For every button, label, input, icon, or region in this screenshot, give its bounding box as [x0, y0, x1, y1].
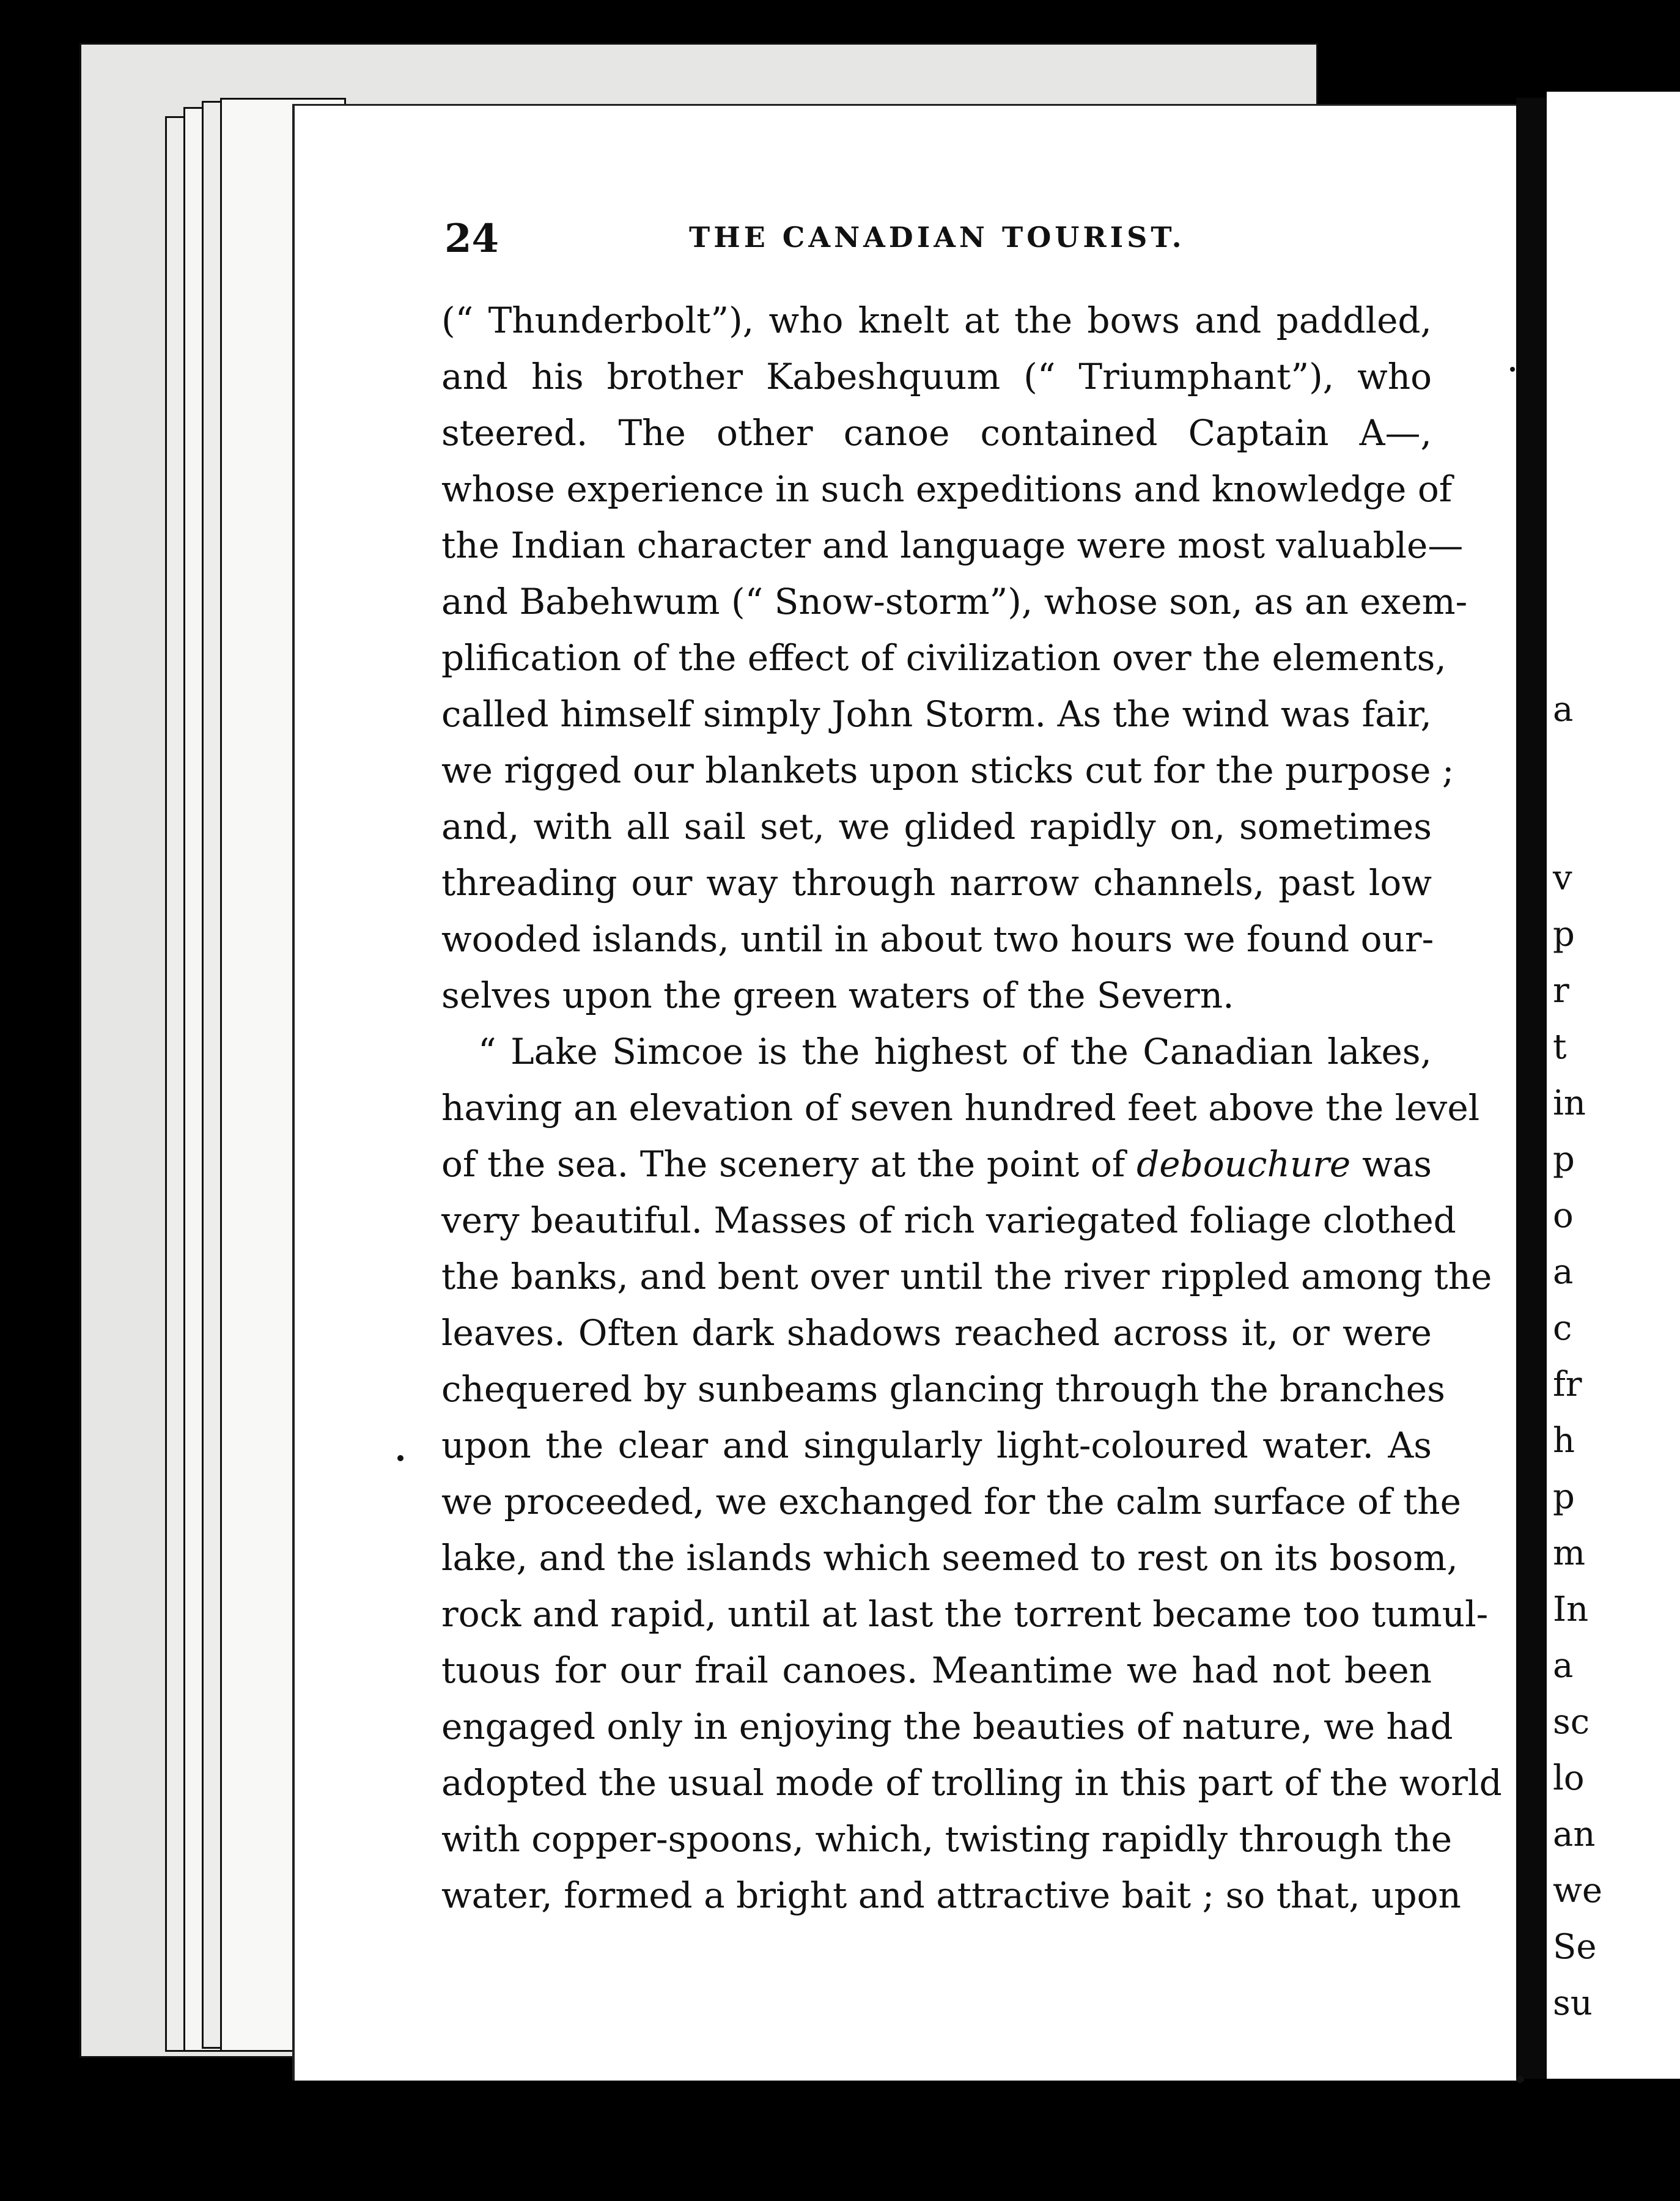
facing-fragment: h: [1553, 1421, 1575, 1461]
text-line: rock and rapid, until at last the torrent became too tumul-: [441, 1593, 1489, 1635]
text-line: the banks, and bent over until the river rippled among the: [441, 1256, 1492, 1297]
text-segment: of the sea. The scenery at the point of: [441, 1143, 1126, 1185]
text-line: adopted the usual mode of trolling in this part of the world: [441, 1762, 1502, 1804]
text-line: selves upon the green waters of the Severn.: [441, 975, 1234, 1016]
italic-word: debouchure: [1137, 1143, 1351, 1185]
scan-speck: [397, 1455, 403, 1461]
text-line: wooded islands, until in about two hours we found our-: [441, 918, 1434, 960]
facing-fragment: an: [1553, 1815, 1596, 1854]
text-line: lake, and the islands which seemed to rest on its bosom,: [441, 1537, 1458, 1579]
facing-fragment: su: [1553, 1983, 1593, 2023]
text-line: we rigged our blankets upon sticks cut for the purpose ;: [441, 750, 1454, 791]
text-line-with-italic: [441, 1136, 1432, 1192]
text-line: plification of the effect of civilization over the elements,: [441, 637, 1446, 679]
facing-fragment: [1553, 794, 1602, 850]
text-line: very beautiful. Masses of rich variegated foliage clothed: [441, 1200, 1456, 1241]
text-line: having an elevation of seven hundred feet above the level: [441, 1087, 1480, 1129]
book-spine-shadow: [1516, 98, 1547, 2079]
facing-fragment: in: [1553, 1083, 1586, 1123]
facing-fragment: t: [1553, 1027, 1567, 1067]
text-line: (“ Thunderbolt”), who knelt at the bows and paddled,: [441, 300, 1432, 341]
text-line: with copper-spoons, which, twisting rapidly through the: [441, 1818, 1453, 1860]
running-head: [444, 216, 1484, 271]
facing-fragment: Se: [1553, 1927, 1597, 1967]
text-line: we proceeded, we exchanged for the calm surface of the: [441, 1481, 1461, 1522]
book-page: [292, 104, 1523, 2081]
facing-fragment: c: [1553, 1308, 1572, 1348]
facing-page-text: [1553, 682, 1602, 2032]
facing-fragment: a: [1553, 1646, 1574, 1686]
text-line: steered. The other canoe contained Captain A—,: [441, 412, 1432, 454]
text-line: and Babehwum (“ Snow-storm”), whose son, as an exem-: [441, 581, 1468, 622]
text-line: chequered by sunbeams glancing through the branches: [441, 1368, 1445, 1410]
facing-fragment: fr: [1553, 1365, 1582, 1404]
facing-fragment: p: [1553, 1140, 1575, 1179]
facing-fragment: v: [1553, 858, 1572, 898]
text-line: whose experience in such expeditions and knowledge of: [441, 468, 1453, 510]
facing-fragment: p: [1553, 915, 1575, 954]
facing-fragment: lo: [1553, 1758, 1585, 1798]
text-line: and his brother Kabeshquum (“ Triumphant”), who: [441, 356, 1432, 397]
text-line: water, formed a bright and attractive bait ; so that, upon: [441, 1875, 1461, 1916]
facing-page: [1547, 92, 1680, 2079]
facing-fragment: [1553, 738, 1602, 794]
text-line: upon the clear and singularly light-coloured water. As: [441, 1425, 1432, 1466]
facing-fragment: p: [1553, 1477, 1575, 1517]
text-line: “ Lake Simcoe is the highest of the Canadian lakes,: [478, 1031, 1432, 1072]
text-line: the Indian character and language were most valuable—: [441, 525, 1464, 566]
facing-fragment: In: [1553, 1590, 1589, 1629]
scan-speck: [1516, 2076, 1523, 2083]
facing-fragment: we: [1553, 1871, 1603, 1911]
facing-fragment: a: [1553, 1252, 1574, 1292]
body-text: [441, 292, 1502, 1923]
facing-fragment: r: [1553, 971, 1569, 1011]
text-line: leaves. Often dark shadows reached across it, or were: [441, 1312, 1432, 1354]
text-line: tuous for our frail canoes. Meantime we had not been: [441, 1650, 1432, 1691]
facing-fragment: a: [1553, 690, 1574, 729]
text-segment: was: [1362, 1143, 1432, 1185]
facing-fragment: o: [1553, 1196, 1574, 1236]
facing-fragment: sc: [1553, 1702, 1590, 1742]
running-title: THE CANADIAN TOURIST.: [689, 221, 1185, 254]
facing-fragment: m: [1553, 1533, 1586, 1573]
page-number: 24: [444, 216, 499, 262]
text-line: engaged only in enjoying the beauties of nature, we had: [441, 1706, 1453, 1747]
text-line: threading our way through narrow channels, past low: [441, 862, 1432, 904]
scan-speck: [1510, 367, 1515, 372]
text-line: called himself simply John Storm. As the wind was fair,: [441, 693, 1432, 735]
text-line: and, with all sail set, we glided rapidly on, sometimes: [441, 806, 1432, 847]
